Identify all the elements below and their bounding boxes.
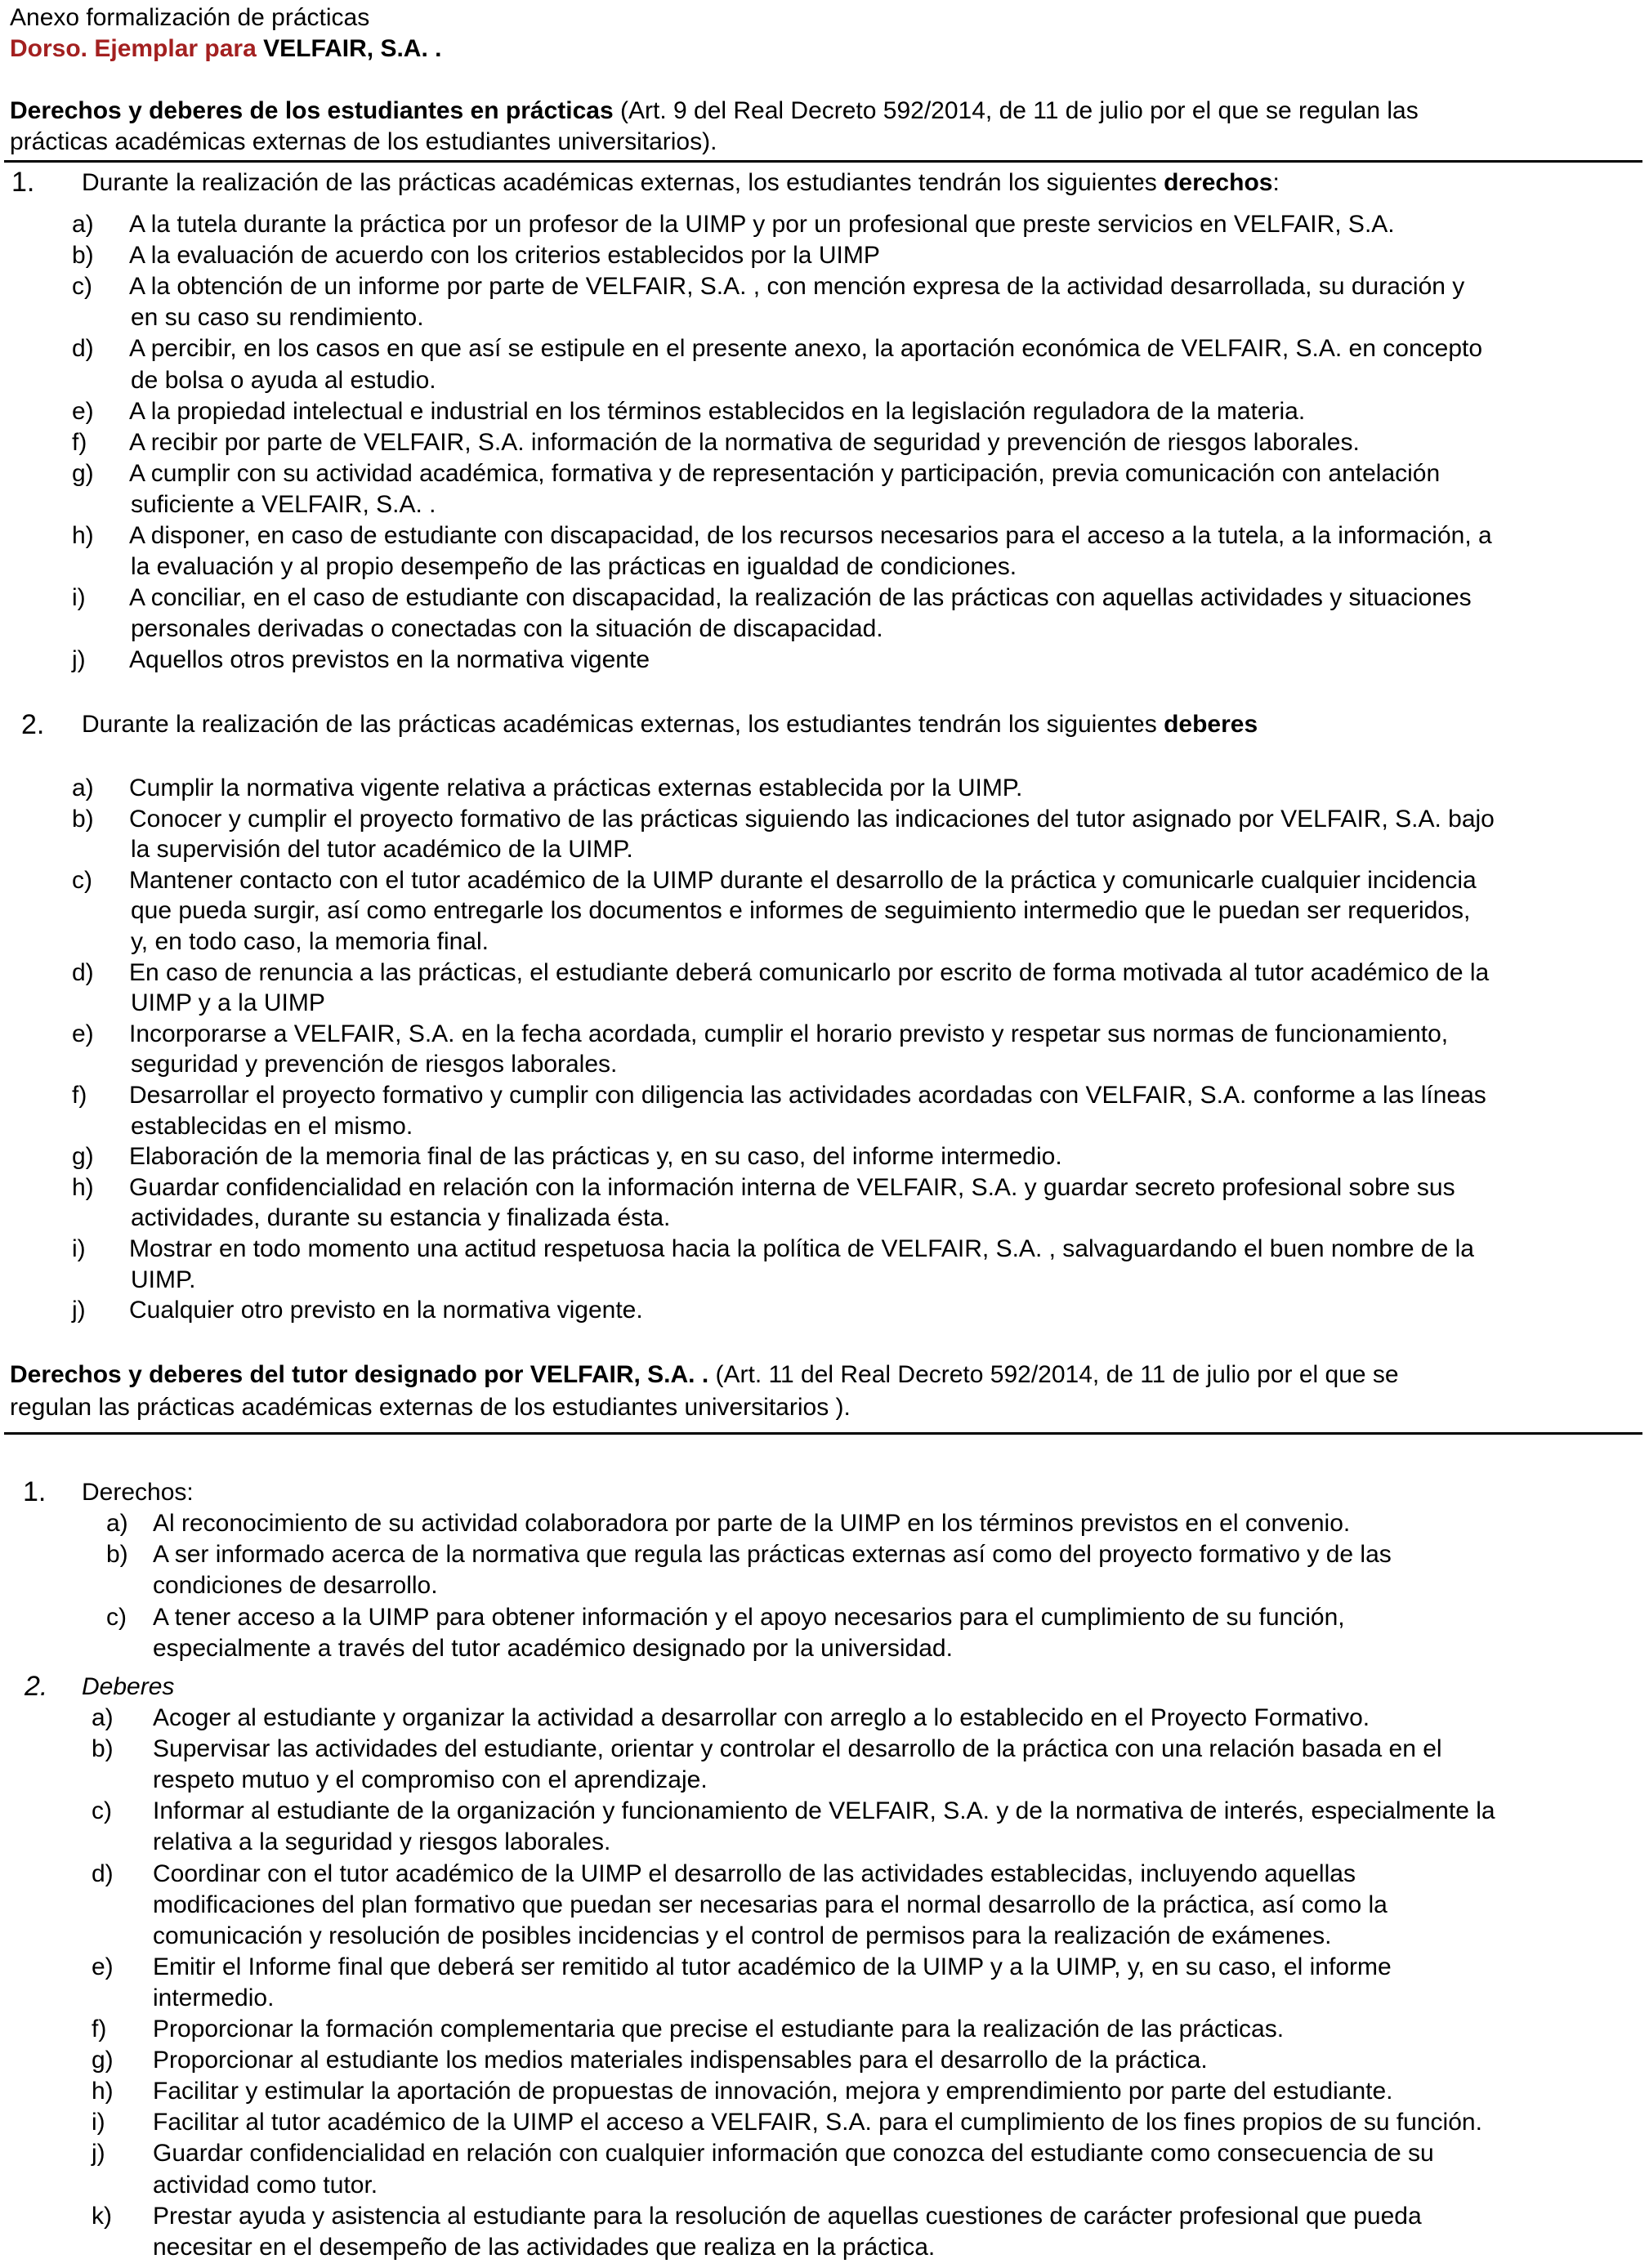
list-item-marker: c): [72, 273, 92, 301]
list-item-text: necesitar en el desempeño de las actividades que realiza en la práctica.: [153, 2233, 936, 2261]
list-item-marker: k): [92, 2202, 112, 2230]
list-item-line: [0, 926, 1649, 958]
list-item-line: [0, 834, 1649, 865]
list-item-marker: c): [92, 1797, 112, 1825]
list-item-text: Al reconocimiento de su actividad colaboradora por parte de la UIMP en los términos previstos en el convenio.: [153, 1510, 1351, 1537]
list-item-text: Desarrollar el proyecto formativo y cumplir con diligencia las actividades acordadas con VELFAIR, S.A. conforme a las líneas: [129, 1082, 1486, 1109]
list-item-text: Emitir el Informe final que deberá ser remitido al tutor académico de la UIMP y a la UIMP, y, en su caso, el informe: [153, 1953, 1392, 1980]
list-item-line: [0, 1734, 1649, 1765]
list-item-text: Aquellos otros previstos en la normativa vigente: [129, 646, 650, 674]
students-rights-intro-keyword: derechos: [1164, 169, 1273, 196]
list-item-marker: j): [92, 2140, 105, 2168]
students-rights-intro-end: :: [1272, 169, 1280, 196]
list-item-marker: j): [72, 646, 86, 674]
list-item-line: [0, 773, 1649, 804]
students-duties-intro-start: Durante la realización de las prácticas académicas externas, los estudiantes tendrán los siguientes: [82, 711, 1164, 738]
list-item-marker: j): [72, 1297, 86, 1324]
list-item-line: [0, 2076, 1649, 2107]
list-item-text: de bolsa o ayuda al estudio.: [131, 366, 436, 394]
students-heading-ref-cont: prácticas académicas externas de los estudiantes universitarios).: [10, 128, 717, 155]
list-item-marker: e): [72, 397, 94, 425]
list-item-marker: e): [72, 1020, 94, 1047]
list-item-marker: b): [92, 1735, 114, 1763]
list-item-line: [0, 240, 1649, 271]
list-item-text: Mostrar en todo momento una actitud respetuosa hacia la política de VELFAIR, S.A. , salvaguardando el buen nombre de la: [129, 1235, 1474, 1262]
list-item-text: A la evaluación de acuerdo con los criterios establecidos por la UIMP: [129, 242, 880, 270]
list-item-marker: h): [72, 1173, 94, 1201]
students-heading-title: Derechos y deberes de los estudiantes en prácticas: [10, 97, 614, 124]
section-divider: [4, 160, 1642, 163]
list-item-text: la evaluación y al propio desempeño de las prácticas en igualdad de condiciones.: [131, 553, 1017, 581]
list-item-text: En caso de renuncia a las prácticas, el estudiante deberá comunicarlo por escrito de forma motivada al tutor académico de la: [129, 958, 1490, 986]
list-item-text: actividad como tutor.: [153, 2171, 378, 2199]
list-item-text: condiciones de desarrollo.: [153, 1572, 438, 1600]
list-item-line: [0, 365, 1649, 396]
list-item-text: seguridad y prevención de riesgos laborales.: [131, 1051, 618, 1078]
list-item-text: Incorporarse a VELFAIR, S.A. en la fecha acordada, cumplir el horario previsto y respetar sus normas de funcionamiento,: [129, 1020, 1449, 1047]
list-item-text: Proporcionar al estudiante los medios materiales indispensables para el desarrollo de la práctica.: [153, 2047, 1208, 2074]
list-item-marker: f): [72, 1082, 87, 1109]
list-item-line: [0, 583, 1649, 614]
list-item-line: [0, 209, 1649, 240]
list-item-line: [0, 1890, 1649, 1921]
list-item-marker: c): [72, 866, 92, 894]
list-item-text: Cualquier otro previsto en la normativa vigente.: [129, 1297, 643, 1324]
list-item-text: Elaboración de la memoria final de las prácticas y, en su caso, del informe intermedio.: [129, 1143, 1062, 1171]
list-item-marker: d): [72, 958, 94, 986]
list-item-line: [0, 551, 1649, 583]
list-item-text: Guardar confidencialidad en relación con la información interna de VELFAIR, S.A. y guardar secreto profesional sobre sus: [129, 1173, 1455, 1201]
list-item-text: relativa a la seguridad y riesgos laborales.: [153, 1828, 611, 1856]
list-item-text: A conciliar, en el caso de estudiante con discapacidad, la realización de las prácticas con aquellas actividades y situaciones: [129, 584, 1472, 612]
list-item-text: intermedio.: [153, 1984, 275, 2011]
list-item-line: [0, 520, 1649, 551]
list-item-line: [0, 1234, 1649, 1265]
list-item-marker: f): [92, 2016, 107, 2043]
list-item-marker: d): [92, 1859, 114, 1887]
list-item-line: [0, 1703, 1649, 1734]
tutor-rights-number: 1.: [23, 1476, 47, 1507]
list-item-line: [0, 2138, 1649, 2169]
students-heading-ref: (Art. 9 del Real Decreto 592/2014, de 11 de julio por el que se regulan las: [613, 97, 1419, 124]
list-item-line: [0, 865, 1649, 896]
list-item-text: Prestar ayuda y asistencia al estudiante para la resolución de aquellas cuestiones de carácter profesional que pueda: [153, 2202, 1422, 2230]
list-item-marker: g): [72, 1143, 94, 1171]
list-item-line: [0, 1080, 1649, 1111]
students-duties-intro: [82, 709, 1258, 740]
list-item-marker: b): [72, 805, 94, 833]
list-item-text: actividades, durante su estancia y finalizada ésta.: [131, 1204, 671, 1232]
list-item-text: A la tutela durante la práctica por un profesor de la UIMP y por un profesional que preste servicios en VELFAIR, S.A.: [129, 211, 1395, 238]
tutor-rights-label: Derechos:: [82, 1479, 194, 1506]
students-duties-intro-keyword: deberes: [1164, 711, 1258, 738]
list-item-text: Guardar confidencialidad en relación con cualquier información que conozca del estudiante como consecuencia de su: [153, 2140, 1434, 2168]
list-item-line: [0, 396, 1649, 427]
list-item-line: [0, 614, 1649, 645]
students-rights-intro-start: Durante la realización de las prácticas académicas externas, los estudiantes tendrán los siguientes: [82, 169, 1164, 196]
list-item-text: la supervisión del tutor académico de la UIMP.: [131, 836, 633, 864]
list-item-line: [0, 645, 1649, 676]
list-item-line: [0, 958, 1649, 989]
list-item-text: Facilitar y estimular la aportación de propuestas de innovación, mejora y emprendimiento por parte del estudiante.: [153, 2078, 1393, 2105]
list-item-marker: h): [72, 522, 94, 549]
list-item-marker: a): [92, 1704, 114, 1731]
list-item-marker: a): [72, 775, 94, 801]
list-item-marker: b): [72, 242, 94, 270]
students-rights-number: 1.: [11, 167, 35, 198]
list-item-line: [0, 1765, 1649, 1796]
list-item-text: A recibir por parte de VELFAIR, S.A. información de la normativa de seguridad y prevención de riesgos laborales.: [129, 428, 1360, 456]
students-duties-number: 2.: [21, 709, 45, 740]
list-item-line: [0, 1539, 1649, 1570]
list-item-line: [0, 1019, 1649, 1050]
list-item-text: A cumplir con su actividad académica, formativa y de representación y participación, previa comunicación con antelación: [129, 459, 1441, 487]
annex-title: Anexo formalización de prácticas: [10, 4, 370, 31]
list-item-text: establecidas en el mismo.: [131, 1112, 413, 1140]
list-item-line: [0, 1921, 1649, 1952]
list-item-line: [0, 1203, 1649, 1234]
list-item-marker: a): [72, 211, 94, 238]
list-item-text: personales derivadas o conectadas con la situación de discapacidad.: [131, 615, 883, 643]
list-item-text: A disponer, en caso de estudiante con discapacidad, de los recursos necesarios para el acceso a la tutela, a la información, a: [129, 522, 1492, 549]
list-item-text: comunicación y resolución de posibles incidencias y el control de permisos para la realización de exámenes.: [153, 1922, 1332, 1949]
list-item-line: [0, 1111, 1649, 1142]
list-item-line: [0, 1508, 1649, 1539]
list-item-line: [0, 1141, 1649, 1172]
list-item-line: [0, 333, 1649, 364]
list-item-line: [0, 2232, 1649, 2263]
list-item-text: Coordinar con el tutor académico de la UIMP el desarrollo de las actividades establecidas, incluyendo aquellas: [153, 1859, 1356, 1887]
list-item-text: y, en todo caso, la memoria final.: [131, 928, 489, 955]
list-item-text: UIMP y a la UIMP: [131, 989, 325, 1017]
list-item-marker: i): [72, 1235, 86, 1262]
list-item-text: Facilitar al tutor académico de la UIMP el acceso a VELFAIR, S.A. para el cumplimiento de los fines propios de su función.: [153, 2109, 1482, 2136]
list-item-line: [0, 1633, 1649, 1664]
list-item-text: respeto mutuo y el compromiso con el aprendizaje.: [153, 1766, 708, 1794]
list-item-line: [0, 427, 1649, 458]
list-item-line: [0, 458, 1649, 489]
list-item-marker: i): [72, 584, 86, 612]
list-item-line: [0, 2045, 1649, 2076]
students-rights-intro: [82, 167, 1280, 199]
list-item-text: Proporcionar la formación complementaria que precise el estudiante para la realización de las prácticas.: [153, 2016, 1285, 2043]
list-item-text: Acoger al estudiante y organizar la actividad a desarrollar con arreglo a lo establecido en el Proyecto Formativo.: [153, 1704, 1370, 1731]
list-item-marker: c): [106, 1603, 127, 1631]
list-item-line: [0, 1570, 1649, 1601]
list-item-line: [0, 1827, 1649, 1858]
list-item-text: que pueda surgir, así como entregarle los documentos e informes de seguimiento intermedio que le puedan ser requeridos,: [131, 897, 1471, 925]
list-item-text: Conocer y cumplir el proyecto formativo de las prácticas siguiendo las indicaciones del tutor asignado por VELFAIR, S.A. bajo: [129, 805, 1495, 833]
list-item-line: [0, 2201, 1649, 2232]
tutor-heading: [10, 1359, 1399, 1391]
list-item-text: A ser informado acerca de la normativa que regula las prácticas externas así como del proyecto formativo y de las: [153, 1541, 1392, 1569]
list-item-line: [0, 302, 1649, 333]
list-item-marker: g): [92, 2047, 114, 2074]
list-item-marker: f): [72, 428, 87, 456]
list-item-marker: a): [106, 1510, 128, 1537]
tutor-duties-label: Deberes: [82, 1673, 175, 1700]
list-item-line: [0, 1983, 1649, 2014]
tutor-duties-number: 2.: [25, 1671, 48, 1702]
list-item-line: [0, 1295, 1649, 1326]
dorso-label: Dorso. Ejemplar para: [10, 35, 264, 62]
list-item-line: [0, 271, 1649, 302]
list-item-line: [0, 804, 1649, 835]
list-item-line: [0, 988, 1649, 1019]
tutor-heading-ref-cont: regulan las prácticas académicas externas de los estudiantes universitarios ).: [10, 1394, 851, 1421]
list-item-text: A la propiedad intelectual e industrial en los términos establecidos en la legislación reguladora de la materia.: [129, 397, 1306, 425]
list-item-text: A tener acceso a la UIMP para obtener información y el apoyo necesarios para el cumplimiento de su función,: [153, 1603, 1345, 1631]
dorso-line: [10, 33, 441, 65]
list-item-text: A percibir, en los casos en que así se estipule en el presente anexo, la aportación económica de VELFAIR, S.A. en concepto: [129, 335, 1483, 363]
list-item-text: en su caso su rendimiento.: [131, 304, 424, 332]
company-name: VELFAIR, S.A.: [263, 35, 428, 62]
list-item-line: [0, 1952, 1649, 1983]
list-item-text: suficiente a VELFAIR, S.A. .: [131, 490, 436, 518]
list-item-marker: d): [72, 335, 94, 363]
list-item-text: Supervisar las actividades del estudiante, orientar y controlar el desarrollo de la práctica con una relación basada en el: [153, 1735, 1442, 1763]
list-item-text: modificaciones del plan formativo que puedan ser necesarias para el normal desarrollo de la práctica, así como la: [153, 1891, 1388, 1918]
list-item-line: [0, 1172, 1649, 1203]
list-item-text: Informar al estudiante de la organización y funcionamiento de VELFAIR, S.A. y de la normativa de interés, especialmente la: [153, 1797, 1495, 1825]
list-item-line: [0, 2014, 1649, 2045]
tutor-heading-ref: (Art. 11 del Real Decreto 592/2014, de 11 de julio por el que se: [708, 1361, 1399, 1388]
tutor-heading-title: Derechos y deberes del tutor designado por VELFAIR, S.A. .: [10, 1361, 709, 1388]
list-item-line: [0, 2170, 1649, 2201]
list-item-line: [0, 1602, 1649, 1633]
list-item-line: [0, 1859, 1649, 1890]
list-item-text: Mantener contacto con el tutor académico de la UIMP durante el desarrollo de la práctica y comunicarle cualquier incidencia: [129, 866, 1477, 894]
list-item-text: Cumplir la normativa vigente relativa a prácticas externas establecida por la UIMP.: [129, 775, 1023, 801]
list-item-line: [0, 1265, 1649, 1296]
section-divider: [4, 1432, 1642, 1435]
list-item-text: UIMP.: [131, 1266, 196, 1293]
list-item-marker: e): [92, 1953, 114, 1980]
students-heading: [10, 96, 1419, 127]
list-item-line: [0, 2107, 1649, 2138]
list-item-text: especialmente a través del tutor académico designado por la universidad.: [153, 1634, 953, 1662]
list-item-marker: b): [106, 1541, 128, 1569]
list-item-marker: g): [72, 459, 94, 487]
list-item-marker: i): [92, 2109, 105, 2136]
list-item-line: [0, 489, 1649, 520]
list-item-marker: h): [92, 2078, 114, 2105]
dorso-suffix: .: [427, 35, 442, 62]
list-item-text: A la obtención de un informe por parte de VELFAIR, S.A. , con mención expresa de la actividad desarrollada, su duración y: [129, 273, 1465, 301]
list-item-line: [0, 1796, 1649, 1827]
list-item-line: [0, 895, 1649, 926]
list-item-line: [0, 1049, 1649, 1080]
